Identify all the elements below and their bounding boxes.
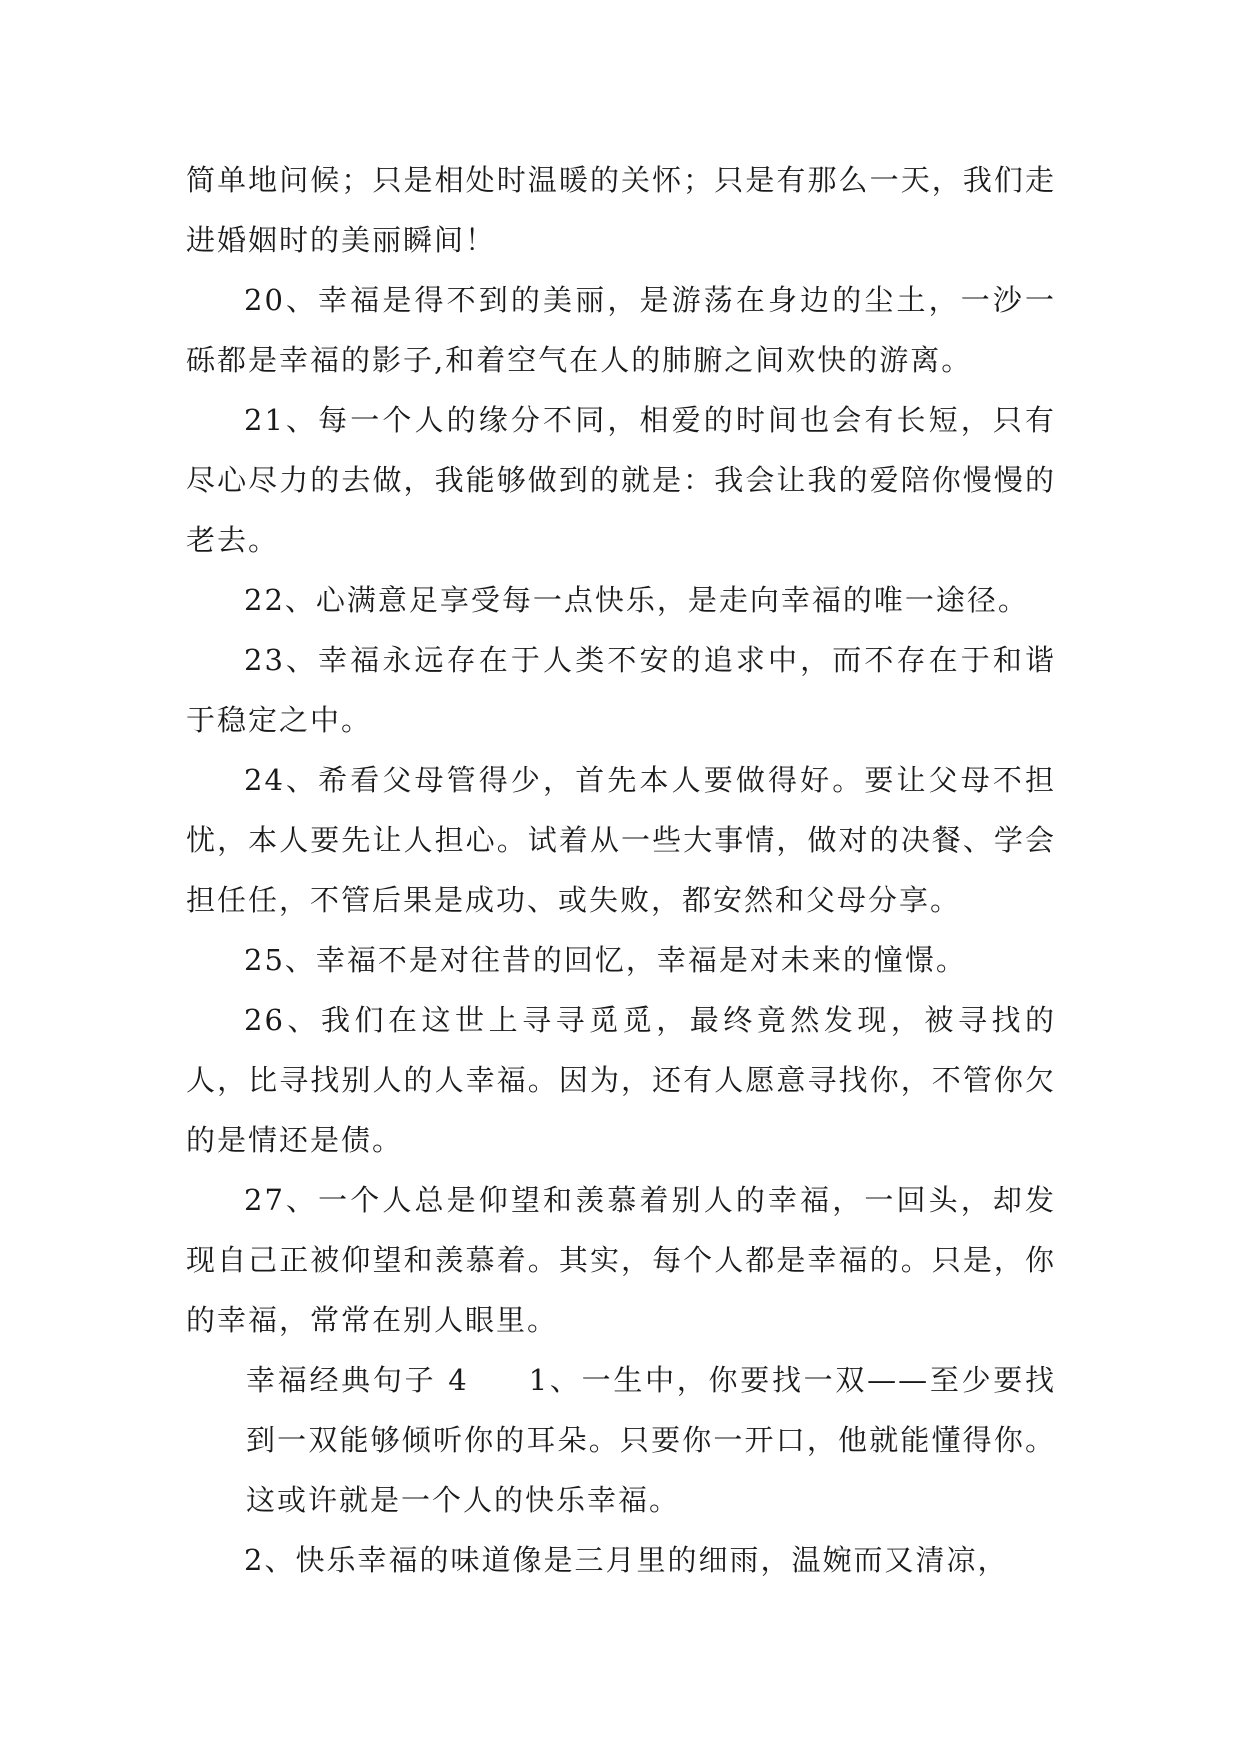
document-body xyxy=(186,150,1056,1590)
paragraph-2: 2、快乐幸福的味道像是三月里的细雨，温婉而又清凉， xyxy=(244,1543,1009,1577)
section-heading: 幸福经典句子 4 xyxy=(246,1363,469,1397)
paragraph-25: 25、幸福不是对往昔的回忆，幸福是对未来的憧憬。 xyxy=(244,943,967,977)
paragraph-24: 24、希看父母管得少，首先本人要做得好。要让父母不担忧，本人要先让人担心。试着从一些大事情，做对的决餐、学会担任任，不管后果是成功、或失败，都安然和父母分享。 xyxy=(186,763,1056,917)
paragraph-22: 22、心满意足享受每一点快乐，是走向幸福的唯一途径。 xyxy=(244,583,1029,617)
paragraph-20: 20、幸福是得不到的美丽，是游荡在身边的尘土，一沙一砾都是幸福的影子,和着空气在人的肺腑之间欢快的游离。 xyxy=(186,283,1056,377)
paragraph-continuation: 简单地问候；只是相处时温暖的关怀；只是有那么一天，我们走进婚姻时的美丽瞬间！ xyxy=(186,163,1056,257)
section-paragraph xyxy=(186,1350,1056,1530)
paragraph-21: 21、每一个人的缘分不同，相爱的时间也会有长短，只有尽心尽力的去做，我能够做到的就是：我会让我的爱陪你慢慢的老去。 xyxy=(186,403,1056,557)
paragraph-27: 27、一个人总是仰望和羡慕着别人的幸福，一回头，却发现自己正被仰望和羡慕着。其实，每个人都是幸福的。只是，你的幸福，常常在别人眼里。 xyxy=(186,1183,1056,1337)
paragraph-23: 23、幸福永远存在于人类不安的追求中，而不存在于和谐于稳定之中。 xyxy=(186,643,1056,737)
paragraph-26: 26、我们在这世上寻寻觅觅，最终竟然发现，被寻找的人，比寻找别人的人幸福。因为，还有人愿意寻找你，不管你欠的是情还是债。 xyxy=(186,1003,1056,1157)
section-first-item: 1、一生中，你要找一双——至少要找到一双能够倾听你的耳朵。只要你一开口，他就能懂得你。这或许就是一个人的快乐幸福。 xyxy=(246,1363,1057,1517)
